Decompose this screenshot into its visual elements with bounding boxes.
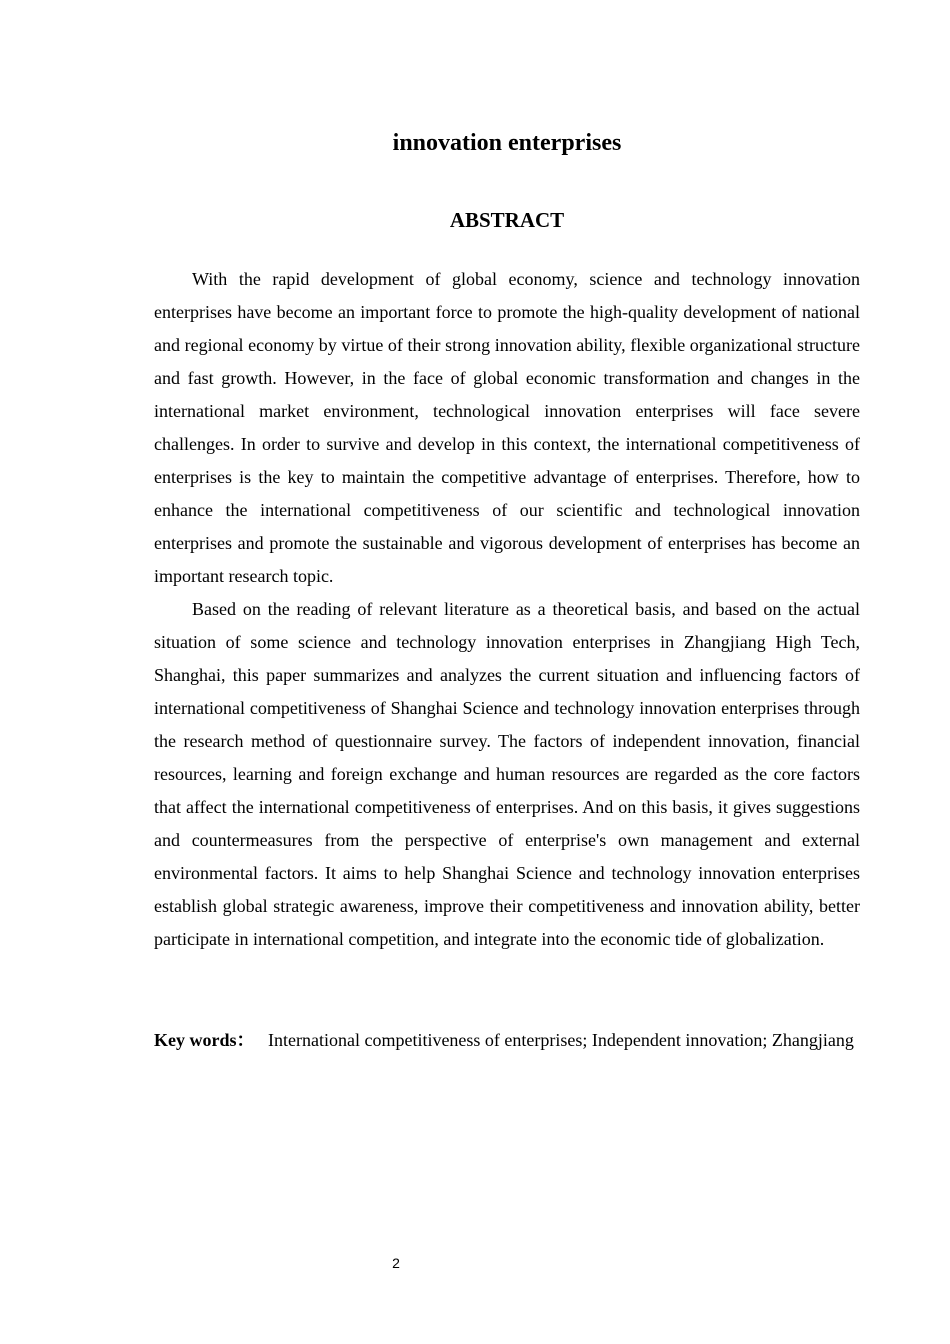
page-number: 2: [392, 1255, 400, 1271]
keywords-line: [154, 1024, 860, 1057]
abstract-paragraph-1: With the rapid development of global economy, science and technology innovation enterprises have become an important force to promote the high-quality development of national and regional economy by virtue of their strong innovation ability, flexible organizational structure and fast growth. However, in the face of global economic transformation and changes in the international market environment, technological innovation enterprises will face severe challenges. In order to survive and develop in this context, the international competitiveness of enterprises is the key to maintain the competitive advantage of enterprises. Therefore, how to enhance the international competitiveness of our scientific and technological innovation enterprises and promote the sustainable and vigorous development of enterprises has become an important research topic.: [154, 269, 860, 586]
abstract-paragraph-2: Based on the reading of relevant literature as a theoretical basis, and based on the actual situation of some science and technology innovation enterprises in Zhangjiang High Tech, Shanghai, this paper summarizes and analyzes the current situation and influencing factors of international competitiveness of Shanghai Science and technology innovation enterprises through the research method of questionnaire survey. The factors of independent innovation, financial resources, learning and foreign exchange and human resources are regarded as the core factors that affect the international competitiveness of enterprises. And on this basis, it gives suggestions and countermeasures from the perspective of enterprise's own management and external environmental factors. It aims to help Shanghai Science and technology innovation enterprises establish global strategic awareness, improve their competitiveness and innovation ability, better participate in international competition, and integrate into the economic tide of globalization.: [154, 599, 860, 949]
abstract-body: [154, 263, 860, 956]
keywords-label: Key words：: [154, 1030, 255, 1050]
abstract-heading: ABSTRACT: [449, 208, 565, 232]
keywords-text: International competitiveness of enterprises; Independent innovation; Zhangjiang: [268, 1030, 854, 1050]
document-title: innovation enterprises: [392, 130, 622, 156]
